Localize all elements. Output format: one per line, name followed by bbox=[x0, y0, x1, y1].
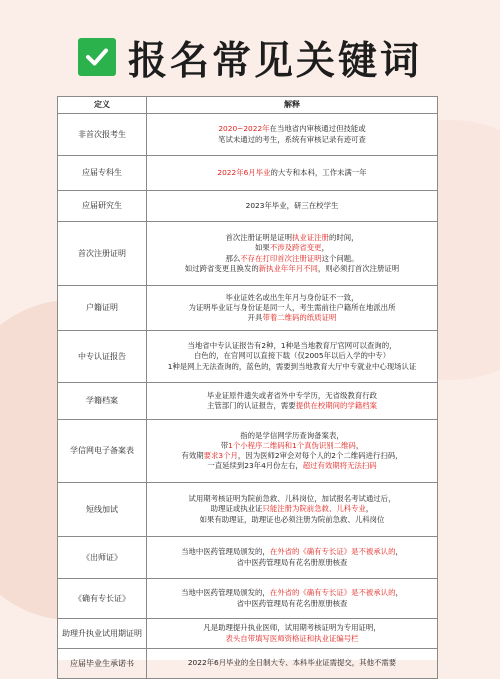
description-line bbox=[151, 515, 433, 525]
description-text: ， bbox=[395, 588, 403, 598]
row-description bbox=[147, 286, 438, 331]
description-text: 毕业证原件遗失或者省外中专学历，无省级教育行政 bbox=[207, 390, 377, 400]
description-line bbox=[151, 588, 433, 598]
description-text: 试用期考核证明为院前急救、儿科岗位，加试报名考试通过后， bbox=[188, 494, 396, 504]
description-text: 省中医药管理局有花名册原册核查 bbox=[236, 557, 348, 567]
description-line bbox=[151, 264, 433, 274]
description-text: 如过跨省变更且换发的 bbox=[184, 263, 259, 273]
table-row bbox=[58, 222, 438, 286]
highlighted-text: 1个小程序二维码和1个真伪识别二维码 bbox=[228, 440, 356, 450]
description-text: 当地中医药管理局颁发的， bbox=[181, 588, 270, 598]
table-row bbox=[58, 191, 438, 222]
highlighted-text: 不涉及跨省变更 bbox=[269, 243, 322, 253]
row-term: 应届专科生 bbox=[58, 156, 147, 191]
column-header-description: 解释 bbox=[147, 97, 438, 114]
description-text: ， bbox=[365, 504, 374, 514]
row-term: 学信网电子备案表 bbox=[58, 420, 147, 483]
description-line bbox=[151, 504, 433, 514]
table-row bbox=[58, 114, 438, 156]
table-row bbox=[58, 286, 438, 331]
highlighted-text: 新执业年年月不同 bbox=[258, 263, 318, 273]
row-description bbox=[147, 383, 438, 420]
description-line bbox=[151, 201, 433, 211]
table-row bbox=[58, 331, 438, 383]
table-row bbox=[58, 619, 438, 649]
highlighted-text: 执业证注册 bbox=[291, 233, 329, 243]
description-line bbox=[151, 168, 433, 178]
description-text: ， bbox=[321, 243, 329, 253]
row-description bbox=[147, 114, 438, 156]
row-term: 户籍证明 bbox=[58, 286, 147, 331]
description-text: 开具 bbox=[247, 313, 263, 323]
description-line bbox=[151, 135, 433, 145]
description-text: 笔试未通过的考生，系统有审核记录有迹可查 bbox=[218, 134, 366, 144]
row-description bbox=[147, 156, 438, 191]
check-icon bbox=[78, 38, 116, 76]
row-term: 短线加试 bbox=[58, 483, 147, 537]
table-row bbox=[58, 156, 438, 191]
highlighted-text: 不存在打印首次注册证明 bbox=[240, 253, 322, 263]
keywords-table bbox=[57, 96, 438, 668]
description-text: 省中医药管理局有花名册原册核查 bbox=[236, 598, 348, 608]
description-text: 指的是学信网学历查询备案表， bbox=[240, 430, 344, 440]
description-text: ， bbox=[355, 440, 364, 450]
row-term: 应届毕业生承诺书 bbox=[58, 649, 147, 679]
description-line bbox=[151, 254, 433, 264]
row-term: 《确有专长证》 bbox=[58, 579, 147, 619]
description-text: 2023年毕业，研三在校学生 bbox=[245, 200, 339, 210]
description-line bbox=[151, 313, 433, 323]
row-description bbox=[147, 483, 438, 537]
description-text: 当地省中专认证报告有2种，1种是当地教育厅官网可以查询的， bbox=[187, 341, 397, 351]
description-line bbox=[151, 233, 433, 243]
highlighted-text: 表头自带填写医师资格证和执业证编号栏 bbox=[225, 633, 359, 643]
table-row bbox=[58, 579, 438, 619]
description-text: ，因为医师2审会对每个人的2个二维码进行扫码， bbox=[237, 451, 403, 460]
table-row bbox=[58, 537, 438, 579]
description-text: 主管部门的认证报告，需要 bbox=[206, 401, 296, 410]
description-text: 这个问题。 bbox=[321, 253, 359, 263]
description-line bbox=[151, 431, 433, 441]
description-text: 助理证或执业证 bbox=[210, 504, 263, 514]
row-description bbox=[147, 191, 438, 222]
description-line bbox=[151, 303, 433, 313]
row-description bbox=[147, 331, 438, 383]
page-title: 报名常见关键词 bbox=[128, 38, 423, 84]
description-line bbox=[151, 243, 433, 253]
description-line bbox=[151, 124, 433, 134]
row-term: 中专认证报告 bbox=[58, 331, 147, 383]
row-term: 学籍档案 bbox=[58, 383, 147, 420]
description-text: 为证明毕业证与身份证是同一人，考生需前往户籍所在地派出所 bbox=[188, 302, 396, 312]
description-text: 如果有助理证，助理证也必须注册为院前急救、儿科岗位 bbox=[199, 514, 385, 524]
description-text: 白色的，在官网可以直接下载（仅2005年以后入学的中专） bbox=[193, 351, 391, 361]
row-description bbox=[147, 420, 438, 483]
table-row bbox=[58, 649, 438, 679]
page-header bbox=[0, 0, 500, 92]
highlighted-text: 超过有效期将无法扫码 bbox=[302, 461, 377, 471]
row-term: 非首次报考生 bbox=[58, 114, 147, 156]
description-text: 那么 bbox=[225, 253, 241, 263]
description-line bbox=[151, 293, 433, 303]
highlighted-text: 在外省的《确有专长证》是不被承认的 bbox=[269, 547, 396, 557]
row-description bbox=[147, 619, 438, 649]
description-text: 的时间， bbox=[328, 233, 359, 243]
table-header-row bbox=[58, 97, 438, 114]
description-text: 如果 bbox=[255, 243, 270, 253]
description-line bbox=[151, 441, 433, 451]
column-header-term: 定义 bbox=[58, 97, 147, 114]
highlighted-text: 只能注册为院前急救、儿科专业 bbox=[262, 504, 366, 514]
description-line bbox=[151, 547, 433, 557]
description-line bbox=[151, 634, 433, 644]
description-line bbox=[151, 658, 433, 668]
row-term: 《出师证》 bbox=[58, 537, 147, 579]
row-description bbox=[147, 579, 438, 619]
description-line bbox=[151, 623, 433, 633]
description-text: 首次注册证明是证明 bbox=[225, 233, 292, 243]
description-line bbox=[151, 351, 433, 361]
description-text: 一直延续到23年4月份左右， bbox=[207, 461, 303, 471]
highlighted-text: 在外省的《确有专长证》是不被承认的 bbox=[269, 588, 396, 598]
row-term: 助理升执业试用期证明 bbox=[58, 619, 147, 649]
highlighted-text: 带着二维码的纸质证明 bbox=[262, 313, 337, 323]
row-description bbox=[147, 649, 438, 679]
row-description bbox=[147, 222, 438, 286]
highlighted-text: 要求3个月 bbox=[203, 451, 238, 460]
highlighted-text: 提供在校期间的学籍档案 bbox=[295, 401, 377, 410]
highlighted-text: 2022年6月毕业 bbox=[217, 167, 271, 177]
description-text: 当地中医药管理局颁发的， bbox=[181, 547, 270, 557]
description-line bbox=[151, 599, 433, 609]
highlighted-text: 2020~2022年 bbox=[218, 124, 270, 134]
description-text: 的大专和本科，工作未满一年 bbox=[270, 167, 367, 177]
description-line bbox=[151, 461, 433, 471]
table-row bbox=[58, 483, 438, 537]
description-text: 凡是助理提升执业医师，试用期考核证明为专用证明， bbox=[203, 623, 381, 633]
description-text: 带 bbox=[220, 440, 229, 450]
row-term: 应届研究生 bbox=[58, 191, 147, 222]
description-line bbox=[151, 362, 433, 372]
description-line bbox=[151, 494, 433, 504]
description-text: 毕业证姓名或出生年月与身份证不一致， bbox=[225, 292, 359, 302]
description-text: 1种是网上无法查询的，蓝色的，需要到当地教育大厅中专就业中心现场认证 bbox=[167, 361, 417, 371]
table-row bbox=[58, 383, 438, 420]
description-text: ，则必须打首次注册证明 bbox=[317, 263, 400, 273]
row-term: 首次注册证明 bbox=[58, 222, 147, 286]
description-text: 2022年6月毕业的全日制大专、本科毕业证需提交，其他不需要 bbox=[187, 658, 397, 668]
table-row bbox=[58, 420, 438, 483]
description-text: 在当地省内审核通过但技能或 bbox=[269, 124, 366, 134]
row-description bbox=[147, 537, 438, 579]
description-line bbox=[151, 341, 433, 351]
description-text: ， bbox=[395, 547, 403, 557]
description-text: 有效期 bbox=[181, 451, 204, 460]
description-line bbox=[151, 401, 433, 411]
description-line bbox=[151, 558, 433, 568]
description-line bbox=[151, 391, 433, 401]
description-line bbox=[151, 451, 433, 461]
